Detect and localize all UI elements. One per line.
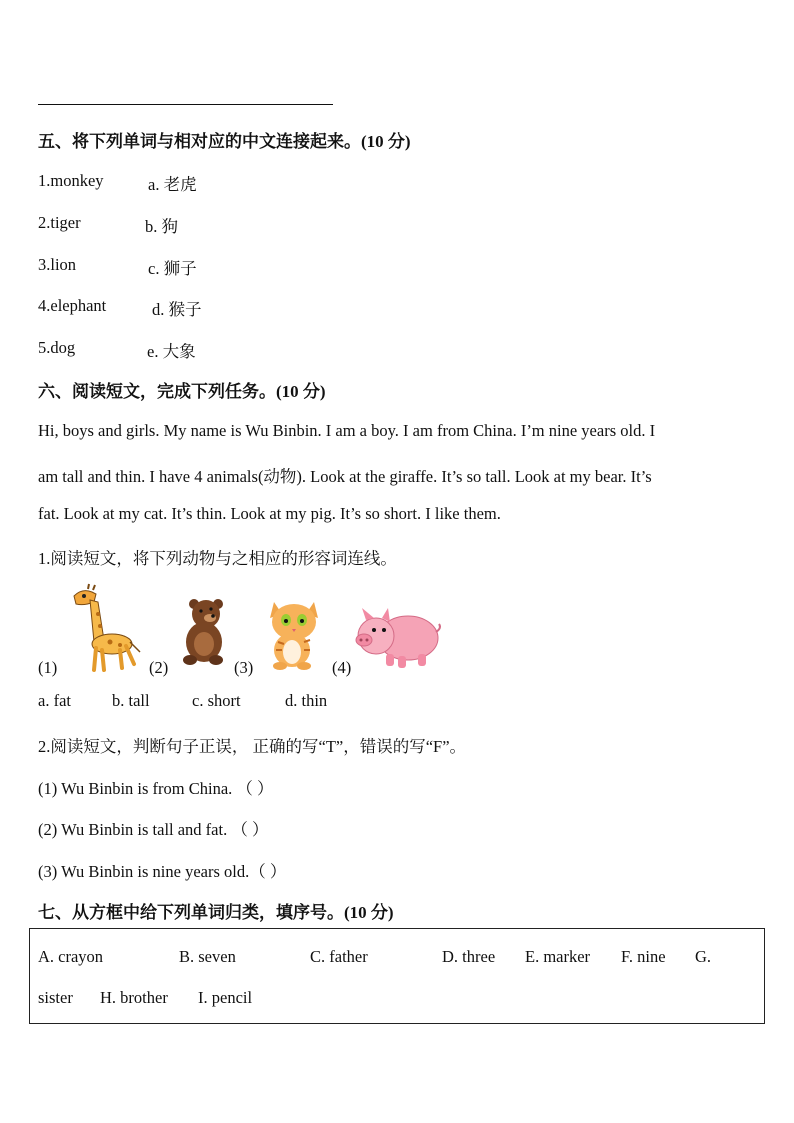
word-a: A. crayon: [38, 947, 104, 966]
cat-icon: [262, 598, 324, 670]
animal-label-2: (2): [149, 658, 169, 677]
meaning-b: b. 狗: [145, 217, 178, 236]
word-e: E. marker: [525, 947, 591, 966]
word-3: 3.lion: [38, 255, 77, 274]
section6-title: 六、阅读短文，完成下列任务。(10 分): [38, 382, 326, 401]
giraffe-icon: [64, 584, 142, 672]
word-1: 1.monkey: [38, 171, 104, 190]
task1-instruction: 1.阅读短文，将下列动物与之相应的形容词连线。: [38, 549, 397, 568]
word-f: F. nine: [621, 947, 666, 966]
word-i: I. pencil: [198, 988, 253, 1007]
animal-label-4: (4): [332, 658, 352, 677]
word-h: H. brother: [100, 988, 168, 1007]
option-c: c. short: [192, 691, 241, 710]
bear-icon: [180, 598, 230, 666]
meaning-d: d. 猴子: [152, 300, 202, 319]
judge-item-2: (2) Wu Binbin is tall and fat. （ ）: [38, 820, 269, 839]
word-d: D. three: [442, 947, 496, 966]
word-2: 2.tiger: [38, 213, 81, 232]
word-4: 4.elephant: [38, 296, 107, 315]
animal-label-1: (1): [38, 658, 58, 677]
meaning-a: a. 老虎: [148, 175, 197, 194]
pig-icon: [352, 606, 442, 670]
word-box: [29, 928, 765, 1024]
passage-line-3: fat. Look at my cat. It’s thin. Look at my pig. It’s so short. I like them.: [38, 504, 501, 523]
meaning-e: e. 大象: [147, 342, 196, 361]
word-c: C. father: [310, 947, 368, 966]
option-a: a. fat: [38, 691, 71, 710]
task2-instruction: 2.阅读短文，判断句子正误， 正确的写“T”，错误的写“F”。: [38, 737, 467, 756]
word-b: B. seven: [179, 947, 236, 966]
option-b: b. tall: [112, 691, 150, 710]
word-g-cont: sister: [38, 988, 73, 1007]
word-5: 5.dog: [38, 338, 76, 357]
section5-title: 五、将下列单词与相对应的中文连接起来。(10 分): [38, 132, 411, 151]
word-g: G.: [695, 947, 712, 966]
section7-title: 七、从方框中给下列单词归类，填序号。(10 分): [38, 903, 394, 922]
meaning-c: c. 狮子: [148, 259, 197, 278]
judge-item-1: (1) Wu Binbin is from China. （ ）: [38, 779, 274, 798]
passage-line-1: Hi, boys and girls. My name is Wu Binbin. I am a boy. I am from China. I’m nine years old. I: [38, 421, 656, 440]
option-d: d. thin: [285, 691, 328, 710]
passage-line-2: am tall and thin. I have 4 animals(动物). Look at the giraffe. It’s so tall. Look at my bear. It’s: [38, 467, 652, 486]
judge-item-3: (3) Wu Binbin is nine years old.（ ）: [38, 862, 287, 881]
animal-label-3: (3): [234, 658, 254, 677]
top-rule: [38, 104, 333, 105]
